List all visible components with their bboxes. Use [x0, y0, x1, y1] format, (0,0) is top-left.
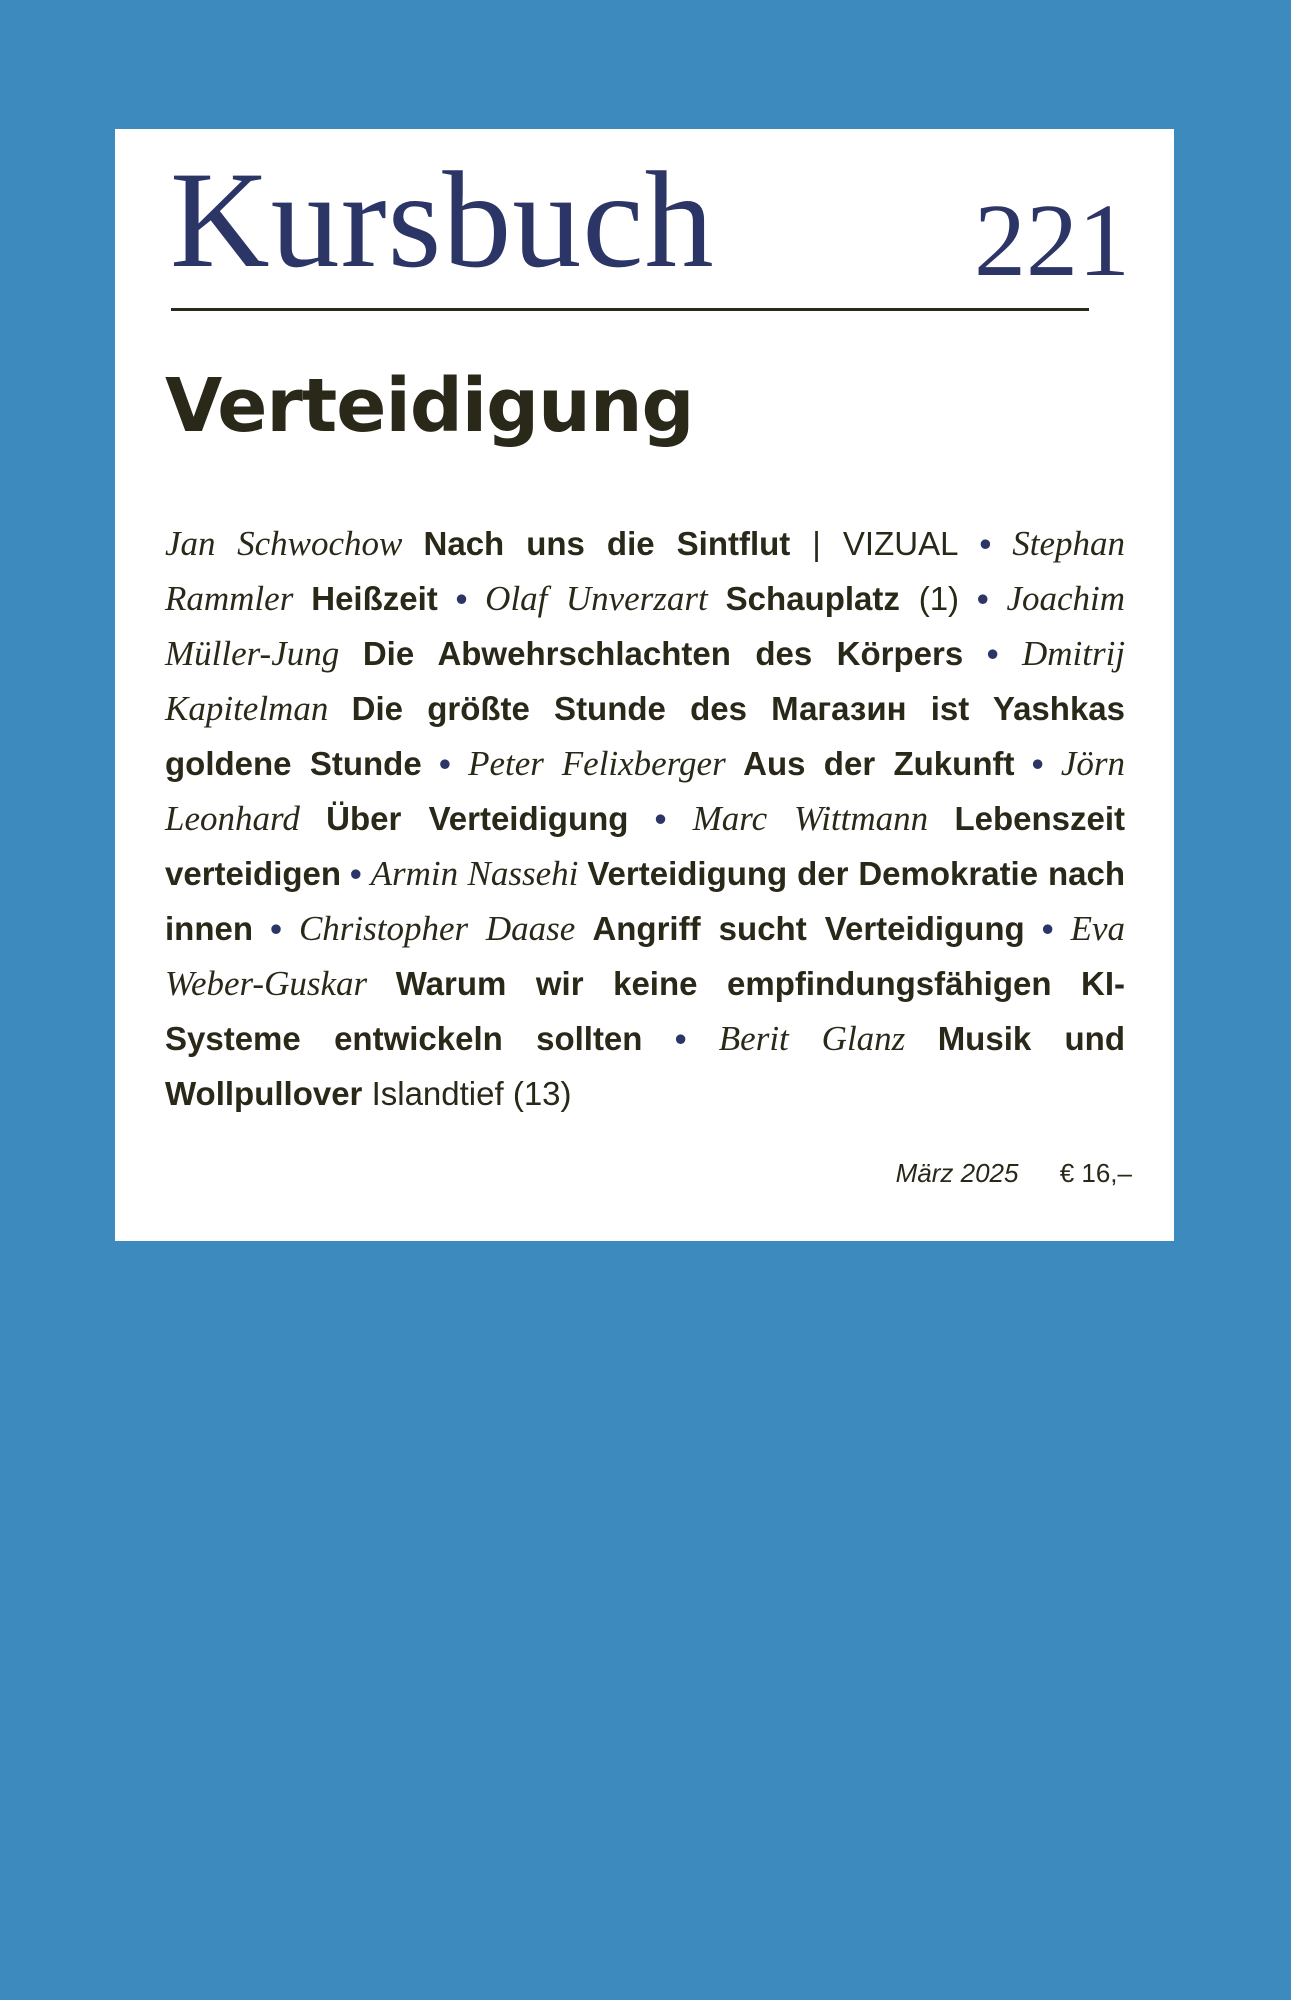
- contents-article-title: Die Abwehrschlachten des Körpers: [362, 635, 964, 672]
- contents-article-title: Musik und Wollpullover: [165, 1020, 1125, 1112]
- bullet-separator: •: [986, 635, 999, 672]
- contents-author: Christopher Daase: [298, 909, 576, 948]
- bullet-separator: •: [350, 855, 362, 892]
- cover-panel: [115, 129, 1174, 1241]
- contents-author: Dmitrij Kapitelman: [165, 634, 1126, 728]
- table-of-contents: [165, 517, 1125, 1122]
- contents-article-title: Die größte Stunde des Магазин ist Yashkas goldene Stunde: [165, 690, 1125, 782]
- masthead: [170, 143, 1130, 331]
- contents-article-title: Heißzeit: [311, 580, 438, 617]
- issue-date: März 2025: [895, 1158, 1019, 1188]
- bullet-separator: •: [654, 800, 667, 837]
- bullet-separator: •: [979, 525, 992, 562]
- issue-title: Verteidigung: [165, 363, 694, 449]
- masthead-rule: [171, 308, 1089, 311]
- price: € 16,–: [1059, 1158, 1132, 1188]
- contents-author: Joachim Müller-Jung: [165, 579, 1126, 673]
- contents-author: Eva Weber-Guskar: [165, 909, 1126, 1003]
- contents-author: Armin Nassehi: [370, 854, 579, 893]
- contents-author: Peter Felixberger: [468, 744, 726, 783]
- contents-article-title: Lebenszeit verteidigen: [165, 800, 1126, 892]
- bullet-separator: •: [674, 1020, 687, 1057]
- contents-author: Jörn Leonhard: [165, 744, 1126, 838]
- issue-number: 221: [974, 183, 1130, 298]
- contents-article-title: Nach uns die Sintflut: [423, 525, 791, 562]
- contents-author: Marc Wittmann: [692, 799, 929, 838]
- contents-series-tag: | VIZUAL: [790, 525, 959, 562]
- bullet-separator: •: [270, 910, 282, 947]
- contents-article-title: Aus der Zukunft: [743, 745, 1015, 782]
- bullet-separator: •: [1041, 910, 1054, 947]
- bullet-separator: •: [976, 580, 989, 617]
- bullet-separator: •: [1031, 745, 1044, 782]
- contents-article-title: Warum wir keine empfindungsfähigen KI-Systeme entwickeln sollten: [165, 965, 1125, 1057]
- contents-article-title: Angriff sucht Verteidigung: [592, 910, 1025, 947]
- contents-article-title: Verteidigung der Demokratie nach innen: [165, 855, 1125, 947]
- contents-author: Jan Schwochow: [165, 524, 403, 563]
- contents-article-title: Schauplatz: [725, 580, 900, 617]
- contents-series-tag: (1): [899, 580, 960, 617]
- bullet-separator: •: [455, 580, 468, 617]
- contents-author: Stephan Rammler: [165, 524, 1125, 618]
- contents-series-tag: Islandtief (13): [362, 1075, 572, 1112]
- contents-author: Berit Glanz: [718, 1019, 906, 1058]
- cover-footer: [896, 1158, 1132, 1189]
- contents-article-title: Über Verteidigung: [326, 800, 629, 837]
- bullet-separator: •: [439, 745, 451, 782]
- brand-logo: Kursbuch: [170, 143, 715, 296]
- contents-author: Olaf Unverzart: [485, 579, 708, 618]
